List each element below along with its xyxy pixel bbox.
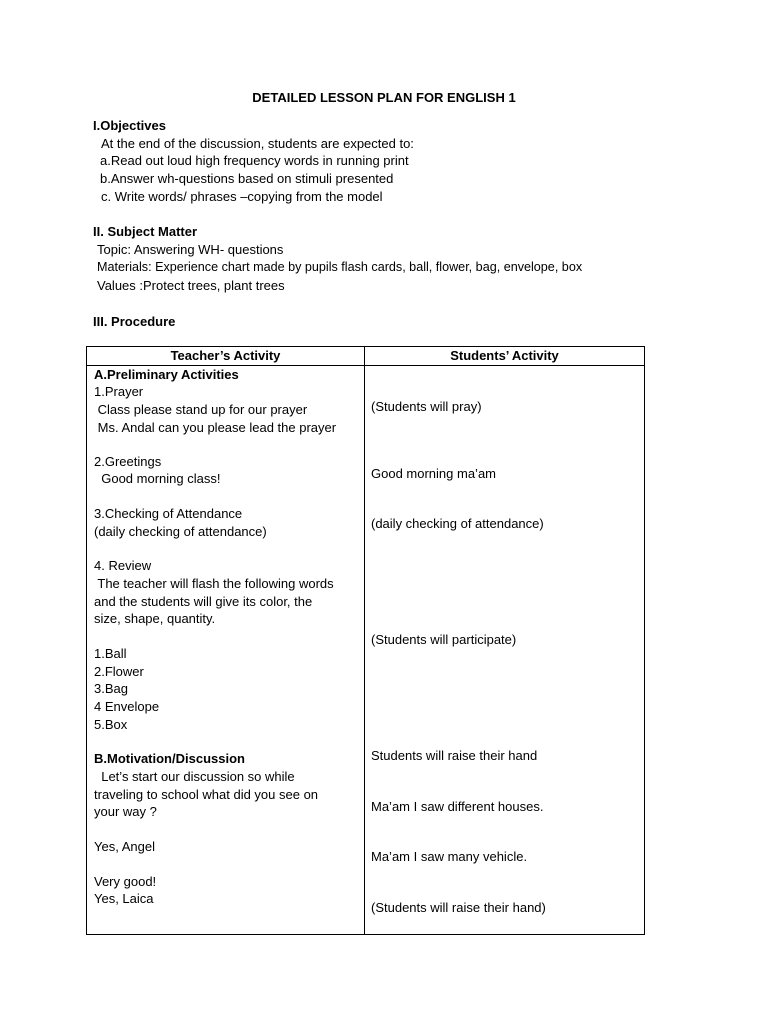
- teacher-line: Good morning class!: [94, 471, 221, 486]
- objective-item-c: c. Write words/ phrases –copying from the model: [101, 189, 383, 204]
- student-line: Ma’am I saw different houses.: [371, 799, 544, 814]
- teacher-line: Very good!: [94, 874, 157, 889]
- teacher-activity-cell: [87, 366, 365, 935]
- subject-materials: Materials: Experience chart made by pupils flash cards, ball, flower, bag, envelope, box: [97, 260, 583, 274]
- teacher-line: Ms. Andal can you please lead the prayer: [94, 420, 337, 435]
- student-line: Students will raise their hand: [371, 748, 538, 763]
- objectives-heading: I.Objectives: [93, 118, 166, 133]
- teacher-line: (daily checking of attendance): [94, 524, 267, 539]
- teacher-line: your way ?: [94, 804, 157, 819]
- objective-item-a: a.Read out loud high frequency words in running print: [100, 153, 409, 168]
- teacher-line: size, shape, quantity.: [94, 611, 216, 626]
- table-header-row: [87, 347, 645, 366]
- student-line: Good morning ma’am: [371, 466, 496, 481]
- subject-values: Values :Protect trees, plant trees: [97, 278, 285, 293]
- teacher-line: 1.Prayer: [94, 384, 144, 399]
- teacher-line: traveling to school what did you see on: [94, 787, 319, 802]
- table-body-row: [87, 366, 645, 935]
- teacher-line: 3.Bag: [94, 681, 128, 696]
- teacher-line: Yes, Angel: [94, 839, 155, 854]
- teacher-line: B.Motivation/Discussion: [94, 751, 245, 766]
- teacher-line: 5.Box: [94, 717, 128, 732]
- student-line: (Students will participate): [371, 632, 517, 647]
- teacher-line: 3.Checking of Attendance: [94, 506, 243, 521]
- teacher-line: Class please stand up for our prayer: [94, 402, 308, 417]
- teacher-line: and the students will give its color, the: [94, 594, 313, 609]
- document-title: DETAILED LESSON PLAN FOR ENGLISH 1: [252, 90, 516, 105]
- students-activity-header: Students’ Activity: [365, 347, 645, 366]
- teacher-line: Let’s start our discussion so while: [94, 769, 295, 784]
- subject-topic: Topic: Answering WH- questions: [97, 242, 284, 257]
- teacher-line: 4. Review: [94, 558, 152, 573]
- teacher-line: 2.Flower: [94, 664, 144, 679]
- teacher-line: 4 Envelope: [94, 699, 160, 714]
- student-line: (Students will raise their hand): [371, 900, 546, 915]
- teacher-line: Yes, Laica: [94, 891, 154, 906]
- teacher-line: 1.Ball: [94, 646, 127, 661]
- objectives-intro: At the end of the discussion, students are expected to:: [101, 136, 414, 151]
- teacher-line: The teacher will flash the following words: [94, 576, 334, 591]
- student-line: (daily checking of attendance): [371, 516, 544, 531]
- student-line: (Students will pray): [371, 399, 482, 414]
- procedure-table: [86, 346, 645, 935]
- student-line: Ma’am I saw many vehicle.: [371, 849, 528, 864]
- subject-matter-heading: II. Subject Matter: [93, 224, 198, 239]
- teacher-line: A.Preliminary Activities: [94, 367, 239, 382]
- objective-item-b: b.Answer wh-questions based on stimuli presented: [100, 171, 394, 186]
- teacher-line: 2.Greetings: [94, 454, 162, 469]
- teacher-activity-header: Teacher’s Activity: [87, 347, 365, 366]
- procedure-heading: III. Procedure: [93, 314, 176, 329]
- students-activity-cell: [365, 366, 645, 935]
